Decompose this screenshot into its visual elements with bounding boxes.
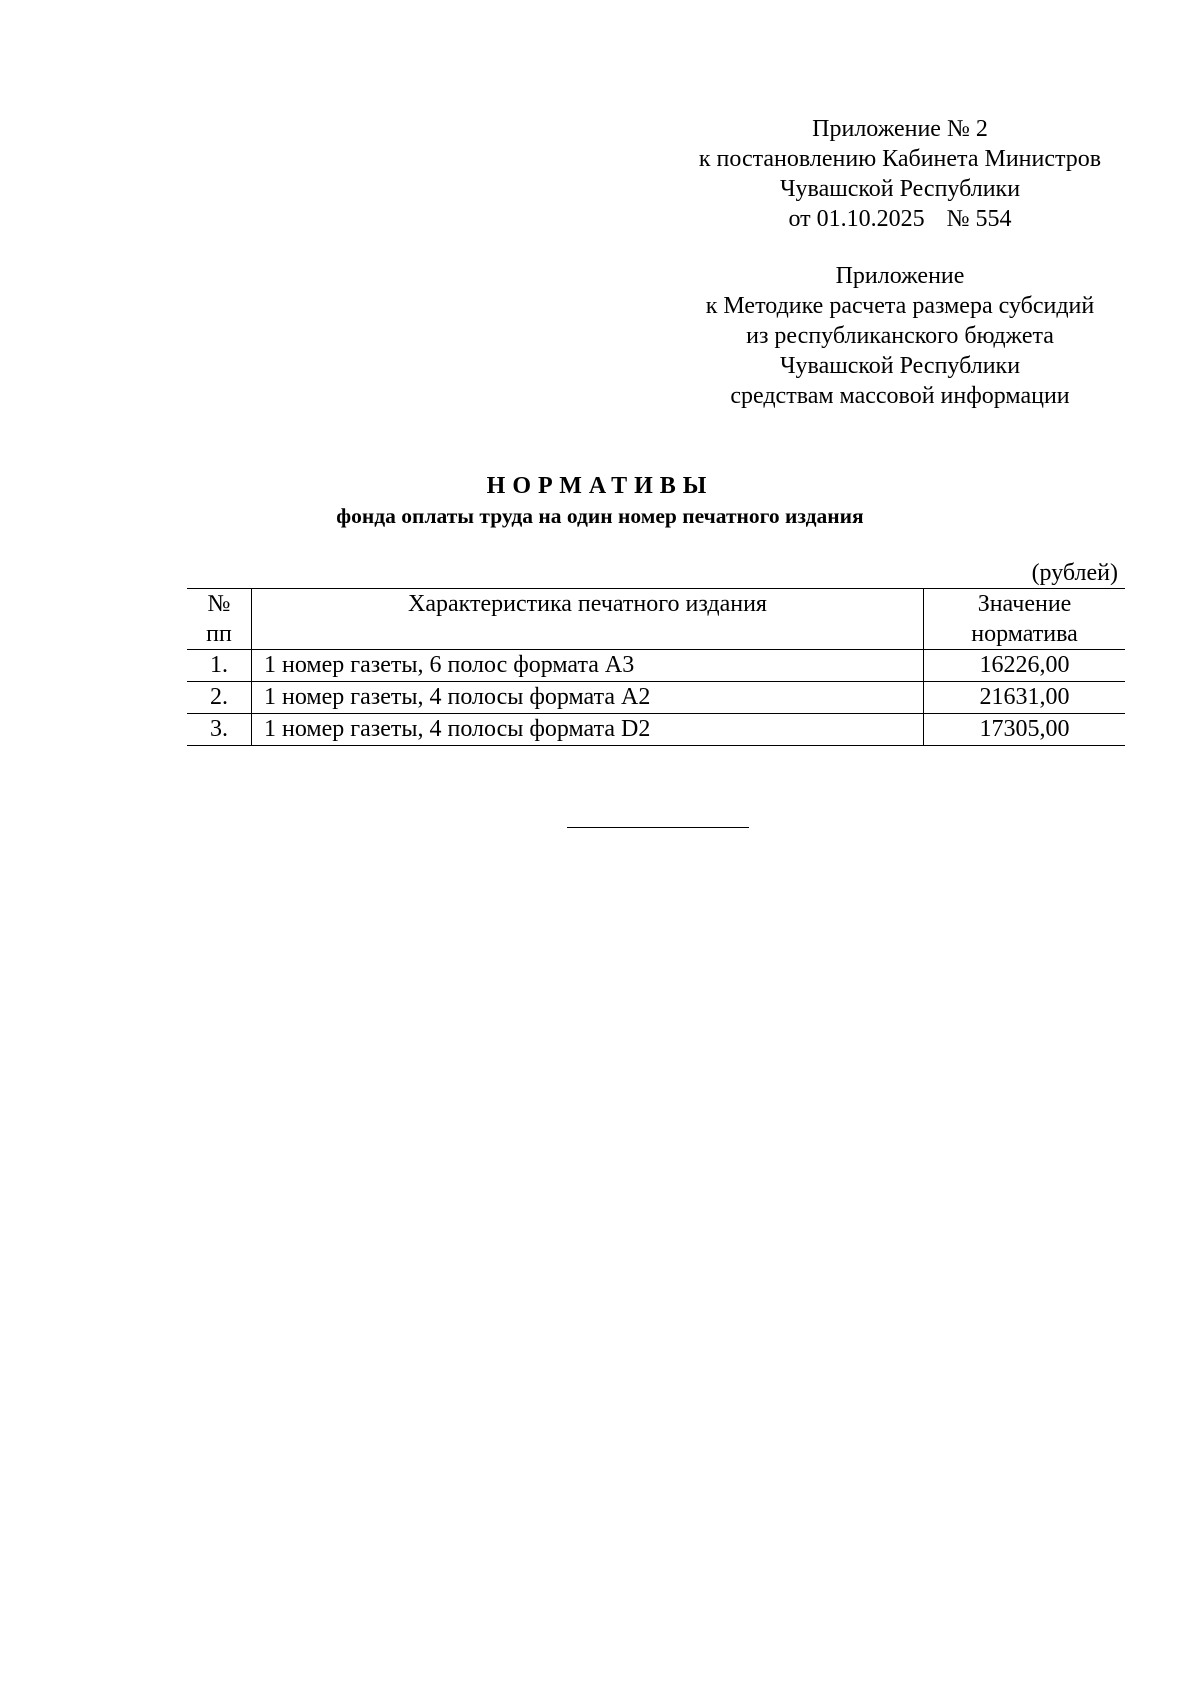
appendix-date: от 01.10.2025 bbox=[788, 206, 925, 232]
appendix-header bbox=[640, 114, 1160, 234]
end-divider bbox=[567, 827, 749, 828]
table-row bbox=[187, 714, 1125, 746]
row-value: 17305,00 bbox=[924, 714, 1126, 746]
row-num: 2. bbox=[187, 682, 252, 714]
row-value: 21631,00 bbox=[924, 682, 1126, 714]
table-header-row bbox=[187, 589, 1125, 650]
appendix-number: № 554 bbox=[946, 206, 1012, 232]
norms-table bbox=[187, 588, 1125, 746]
appendix-line-2: к постановлению Кабинета Министров bbox=[698, 146, 1102, 172]
table-row bbox=[187, 650, 1125, 682]
table-row bbox=[187, 682, 1125, 714]
header-num bbox=[187, 589, 252, 650]
appendix-date-line bbox=[640, 204, 1160, 234]
units-label: (рублей) bbox=[1031, 560, 1118, 586]
method-appendix-line-1: Приложение bbox=[835, 263, 965, 289]
row-value: 16226,00 bbox=[924, 650, 1126, 682]
header-value-line-2: норматива bbox=[971, 621, 1078, 647]
method-appendix-line-3: из республиканского бюджета bbox=[746, 323, 1054, 349]
row-description: 1 номер газеты, 4 полосы формата D2 bbox=[252, 714, 924, 746]
row-description: 1 номер газеты, 6 полос формата А3 bbox=[252, 650, 924, 682]
row-num: 3. bbox=[187, 714, 252, 746]
method-appendix-line-2: к Методике расчета размера субсидий bbox=[705, 293, 1095, 319]
header-description: Характеристика печатного издания bbox=[252, 589, 924, 650]
method-appendix-header bbox=[640, 261, 1160, 411]
appendix-line-1: Приложение № 2 bbox=[812, 116, 988, 142]
header-value-line-1: Значение bbox=[977, 591, 1072, 617]
row-num: 1. bbox=[187, 650, 252, 682]
header-num-line-1: № bbox=[207, 591, 231, 617]
method-appendix-line-4: Чувашской Республики bbox=[779, 353, 1021, 379]
title-main: НОРМАТИВЫ bbox=[486, 473, 714, 499]
document-title bbox=[0, 471, 1200, 531]
header-num-line-2: пп bbox=[206, 621, 232, 647]
row-description: 1 номер газеты, 4 полосы формата А2 bbox=[252, 682, 924, 714]
method-appendix-line-5: средствам массовой информации bbox=[730, 383, 1070, 409]
header-value bbox=[924, 589, 1126, 650]
appendix-line-3: Чувашской Республики bbox=[779, 176, 1021, 202]
title-subtitle: фонда оплаты труда на один номер печатного издания bbox=[336, 504, 864, 528]
